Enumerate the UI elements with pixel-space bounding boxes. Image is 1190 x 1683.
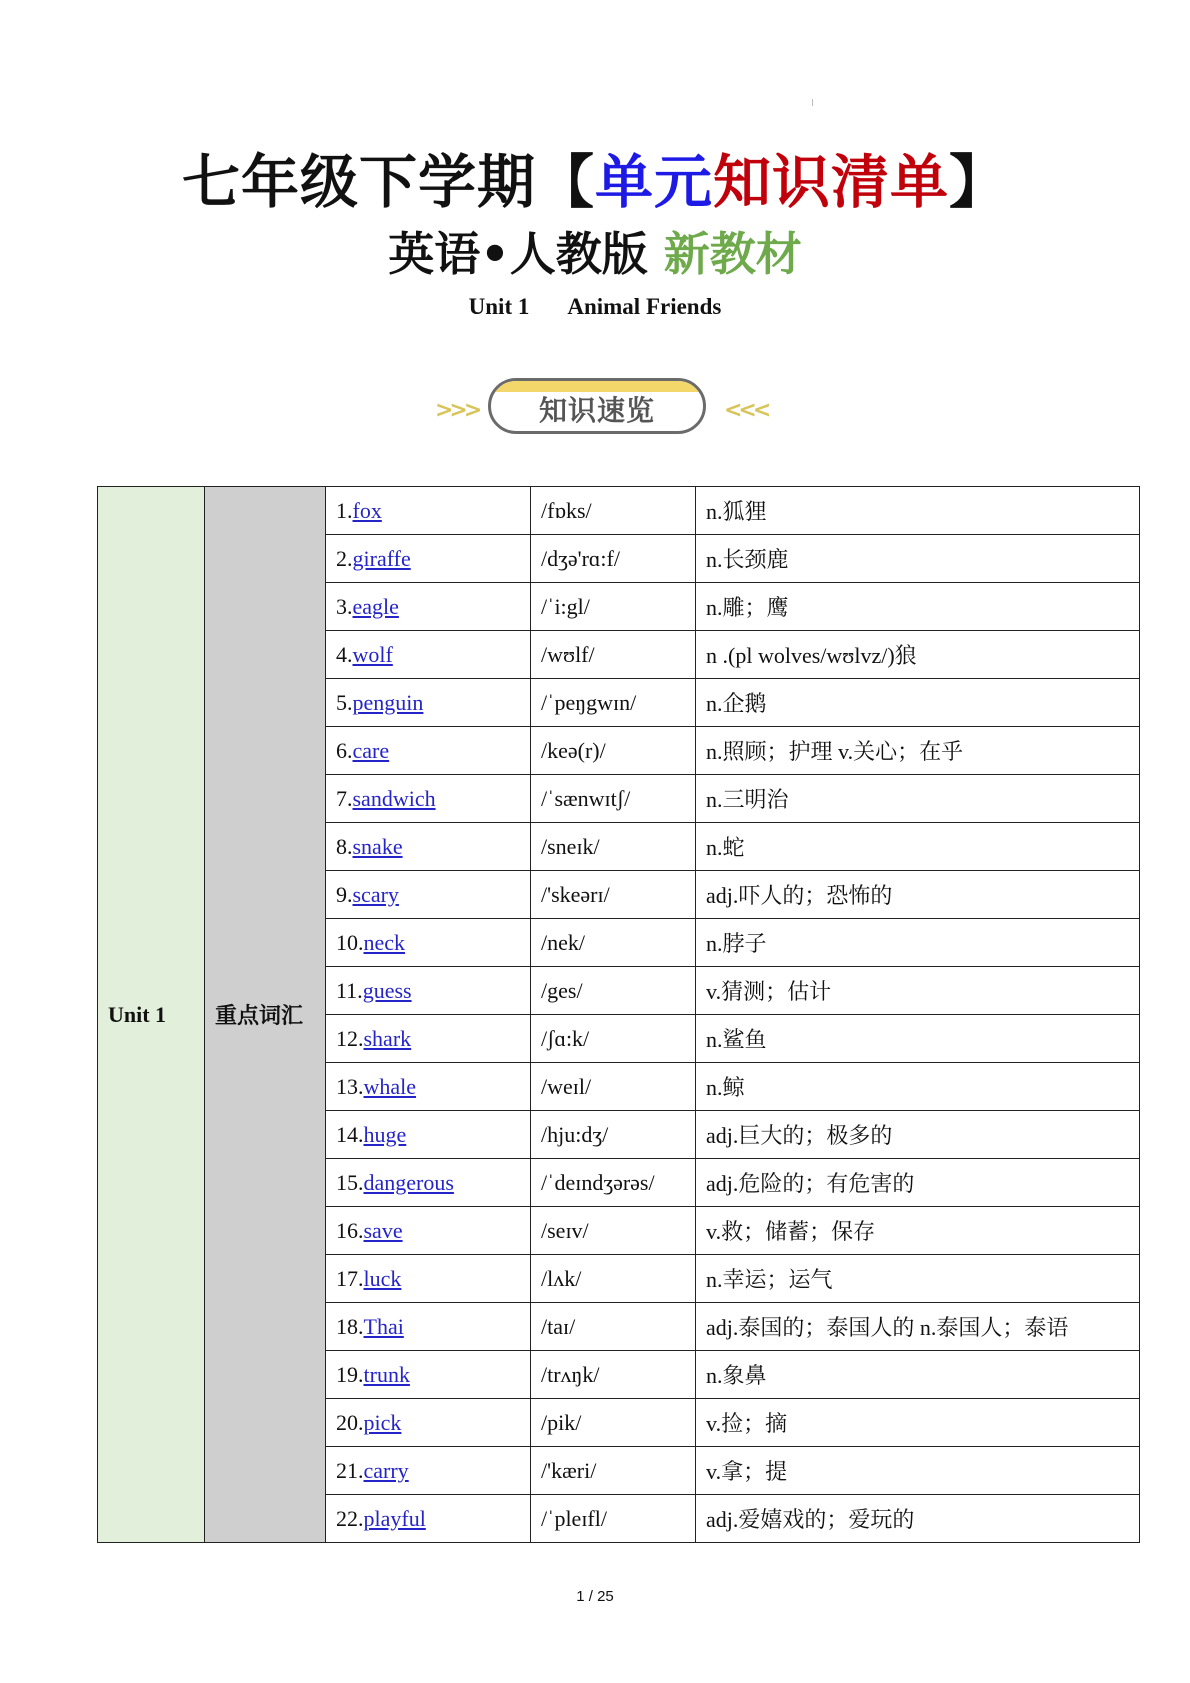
meaning-cell: n.象鼻 [696, 1351, 1140, 1399]
phonetic-cell: /trʌŋk/ [531, 1351, 696, 1399]
word-link[interactable]: penguin [352, 689, 424, 715]
word-cell [326, 919, 531, 967]
word-cell [326, 1495, 531, 1543]
word-number: 8. [336, 833, 353, 859]
word-cell [326, 535, 531, 583]
phonetic-cell: /fɒks/ [531, 487, 696, 535]
word-cell [326, 823, 531, 871]
phonetic-cell: /ˈdeɪndʒərəs/ [531, 1159, 696, 1207]
meaning-cell: adj.爱嬉戏的；爱玩的 [696, 1495, 1140, 1543]
word-cell [326, 775, 531, 823]
meaning-cell: n.三明治 [696, 775, 1140, 823]
word-link[interactable]: guess [362, 977, 412, 1003]
phonetic-cell: /ges/ [531, 967, 696, 1015]
meaning-cell: n.鲸 [696, 1063, 1140, 1111]
unit-label: Unit 1 [468, 294, 530, 319]
word-number: 13. [336, 1073, 364, 1099]
title-suffix: 】 [949, 148, 1009, 216]
meaning-cell: adj.吓人的；恐怖的 [696, 871, 1140, 919]
word-link[interactable]: dangerous [363, 1169, 454, 1195]
word-number: 10. [336, 929, 364, 955]
unit-name: Animal Friends [567, 294, 722, 319]
word-number: 19. [336, 1361, 364, 1387]
word-number: 3. [336, 593, 353, 619]
word-link[interactable]: eagle [352, 593, 399, 619]
title-red-part: 知识清单 [713, 148, 950, 216]
word-cell [326, 967, 531, 1015]
word-cell [326, 631, 531, 679]
phonetic-cell: /weɪl/ [531, 1063, 696, 1111]
page-subtitle [0, 226, 1190, 282]
word-link[interactable]: shark [363, 1025, 412, 1051]
meaning-cell: adj.危险的；有危害的 [696, 1159, 1140, 1207]
phonetic-cell: /'kæri/ [531, 1447, 696, 1495]
word-number: 9. [336, 881, 353, 907]
meaning-cell: n.蛇 [696, 823, 1140, 871]
word-link[interactable]: wolf [352, 641, 393, 667]
phonetic-cell: /wʊlf/ [531, 631, 696, 679]
badge-pill [488, 378, 706, 434]
phonetic-cell: /ˈpleɪfl/ [531, 1495, 696, 1543]
word-number: 12. [336, 1025, 364, 1051]
phonetic-cell: /hju:dʒ/ [531, 1111, 696, 1159]
word-number: 22. [336, 1505, 364, 1531]
phonetic-cell: /taɪ/ [531, 1303, 696, 1351]
word-link[interactable]: trunk [363, 1361, 410, 1387]
word-cell [326, 1351, 531, 1399]
word-link[interactable]: pick [363, 1409, 402, 1435]
word-link[interactable]: huge [363, 1121, 407, 1147]
word-link[interactable]: Thai [363, 1313, 404, 1339]
phonetic-cell: /lʌk/ [531, 1255, 696, 1303]
title-prefix: 七年级下学期【 [181, 148, 595, 216]
page-tick-mark [812, 99, 813, 106]
unit-cell: Unit 1 [98, 487, 205, 1543]
word-cell [326, 1063, 531, 1111]
title-blue-part: 单元 [594, 148, 713, 216]
word-cell [326, 1111, 531, 1159]
word-number: 17. [336, 1265, 364, 1291]
page-title [0, 150, 1190, 214]
word-cell [326, 1159, 531, 1207]
phonetic-cell: /ˈi:gl/ [531, 583, 696, 631]
word-number: 6. [336, 737, 353, 763]
word-link[interactable]: fox [352, 497, 382, 523]
word-cell [326, 1399, 531, 1447]
word-cell [326, 1255, 531, 1303]
word-link[interactable]: snake [352, 833, 403, 859]
category-cell: 重点词汇 [205, 487, 326, 1543]
meaning-cell: n.脖子 [696, 919, 1140, 967]
word-link[interactable]: whale [363, 1073, 417, 1099]
right-chevrons-icon: >>> [435, 398, 479, 423]
page-number: 1 / 25 [576, 1588, 614, 1605]
table-row [98, 487, 1140, 535]
word-link[interactable]: care [352, 737, 390, 763]
meaning-cell: n.长颈鹿 [696, 535, 1140, 583]
meaning-cell: v.捡；摘 [696, 1399, 1140, 1447]
subtitle-main: 英语•人教版 [388, 227, 648, 281]
meaning-cell: v.猜测；估计 [696, 967, 1140, 1015]
word-cell [326, 679, 531, 727]
meaning-cell: n.照顾；护理 v.关心；在乎 [696, 727, 1140, 775]
meaning-cell: n.雕；鹰 [696, 583, 1140, 631]
word-number: 7. [336, 785, 353, 811]
meaning-cell: v.救；储蓄；保存 [696, 1207, 1140, 1255]
meaning-cell: n.狐狸 [696, 487, 1140, 535]
word-link[interactable]: giraffe [352, 545, 411, 571]
badge-label: 知识速览 [538, 394, 655, 427]
word-number: 18. [336, 1313, 364, 1339]
word-number: 4. [336, 641, 353, 667]
meaning-cell: adj.巨大的；极多的 [696, 1111, 1140, 1159]
word-number: 20. [336, 1409, 364, 1435]
word-link[interactable]: scary [352, 881, 399, 907]
phonetic-cell: /ˈsænwɪtʃ/ [531, 775, 696, 823]
word-cell [326, 1207, 531, 1255]
word-cell [326, 871, 531, 919]
meaning-cell: n .(pl wolves/wʊlvz/)狼 [696, 631, 1140, 679]
word-link[interactable]: playful [363, 1505, 426, 1531]
subtitle-green: 新教材 [663, 227, 802, 281]
phonetic-cell: /dʒə'rɑ:f/ [531, 535, 696, 583]
word-number: 14. [336, 1121, 364, 1147]
phonetic-cell: /pik/ [531, 1399, 696, 1447]
word-cell [326, 1447, 531, 1495]
word-number: 2. [336, 545, 353, 571]
phonetic-cell: /'skeərɪ/ [531, 871, 696, 919]
meaning-cell: n.企鹅 [696, 679, 1140, 727]
phonetic-cell: /ˈpeŋgwɪn/ [531, 679, 696, 727]
phonetic-cell: /keə(r)/ [531, 727, 696, 775]
word-cell [326, 583, 531, 631]
word-link[interactable]: save [363, 1217, 403, 1243]
meaning-cell: v.拿；提 [696, 1447, 1140, 1495]
word-link[interactable]: carry [363, 1457, 409, 1483]
phonetic-cell: /ʃɑ:k/ [531, 1015, 696, 1063]
word-link[interactable]: luck [363, 1265, 402, 1291]
word-number: 16. [336, 1217, 364, 1243]
word-number: 15. [336, 1169, 364, 1195]
phonetic-cell: /nek/ [531, 919, 696, 967]
phonetic-cell: /seɪv/ [531, 1207, 696, 1255]
word-number: 5. [336, 689, 353, 715]
word-link[interactable]: neck [363, 929, 406, 955]
word-cell [326, 1303, 531, 1351]
vocabulary-table [97, 486, 1140, 1543]
word-number: 21. [336, 1457, 364, 1483]
word-number: 1. [336, 497, 353, 523]
word-number: 11. [336, 977, 363, 1003]
meaning-cell: n.鲨鱼 [696, 1015, 1140, 1063]
meaning-cell: adj.泰国的；泰国人的 n.泰国人；泰语 [696, 1303, 1140, 1351]
left-chevrons-icon: <<< [724, 398, 768, 423]
phonetic-cell: /sneɪk/ [531, 823, 696, 871]
word-cell [326, 1015, 531, 1063]
meaning-cell: n.幸运；运气 [696, 1255, 1140, 1303]
word-cell [326, 727, 531, 775]
word-link[interactable]: sandwich [352, 785, 436, 811]
section-badge [0, 378, 1190, 438]
word-cell [326, 487, 531, 535]
unit-heading [0, 294, 1190, 320]
